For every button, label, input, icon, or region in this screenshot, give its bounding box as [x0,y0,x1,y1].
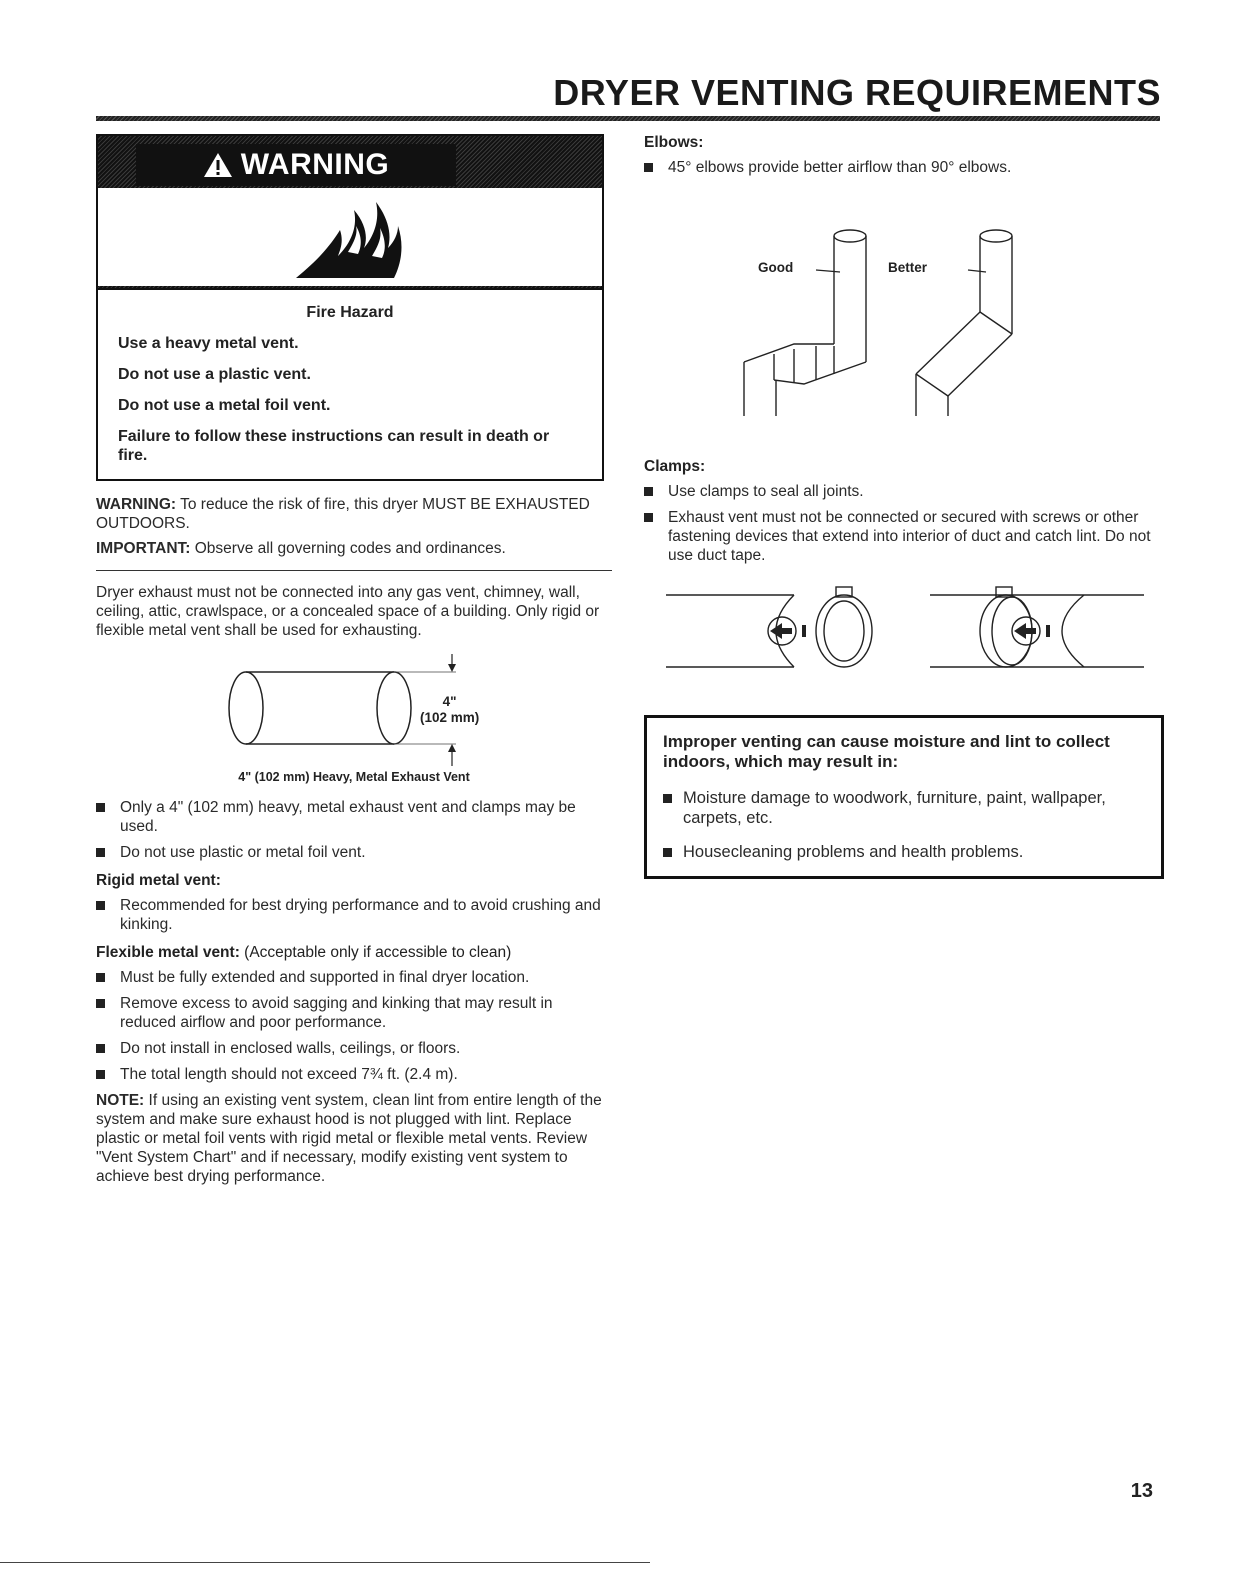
clamps-figure [644,585,1164,685]
warning-triangle-icon [203,152,233,178]
important-note [96,539,612,558]
section-divider [96,570,612,571]
elbow-comparison-diagram [644,184,1164,416]
warning-header [98,136,602,288]
elbows-bullet-list [644,158,1164,177]
list-item: Recommended for best drying performance and to avoid crushing and kinking. [96,896,612,934]
rigid-vent-heading: Rigid metal vent: [96,872,221,889]
page-title: DRYER VENTING REQUIREMENTS [553,72,1161,113]
exhaust-paragraph: Dryer exhaust must not be connected into any gas vent, chimney, wall, ceiling, attic, crawlspace, or a concealed space of a building. Only rigid or flexible metal vent shall be used for exhausting. [96,584,600,639]
note-paragraph [96,1091,612,1186]
left-column [96,134,612,1186]
title-rule [96,116,1160,121]
list-item: Exhaust vent must not be connected or secured with screws or other fastening devices that extend into interior of duct and catch lint. Do not use duct tape. [644,508,1164,565]
warning-line: Do not use a plastic vent. [118,366,311,383]
warning-banner-text: WARNING [240,148,390,181]
flexible-vent-note: (Acceptable only if accessible to clean) [244,944,512,961]
general-bullet-list [96,798,612,862]
bottom-rule [0,1562,650,1563]
clamp-diagram [644,585,1164,685]
clamps-heading: Clamps: [644,458,706,475]
warning-box [96,134,604,481]
notice-title: Improper venting can cause moisture and lint to collect indoors, which may result in: [663,732,1110,771]
list-item: Remove excess to avoid sagging and kinking that may result in reduced airflow and poor performance. [96,994,612,1032]
important-note-text: Observe all governing codes and ordinances. [194,540,506,557]
list-item: Do not use plastic or metal foil vent. [96,843,612,862]
list-item: 45° elbows provide better airflow than 90° elbows. [644,158,1164,177]
warning-banner [136,144,456,186]
list-item: Must be fully extended and supported in final dryer location. [96,968,612,987]
label-good: Good [758,260,794,275]
vent-dimension-inches: 4" [442,694,457,709]
elbows-heading: Elbows: [644,134,704,151]
right-column [644,134,1164,879]
page-number: 13 [1130,1480,1153,1502]
warning-line: Failure to follow these instructions can result in death or fire. [118,428,550,464]
warning-line: Do not use a metal foil vent. [118,397,331,414]
flexible-vent-heading-line [96,944,612,962]
warning-line: Use a heavy metal vent. [118,335,299,352]
warning-body [98,288,602,479]
clamps-bullet-list [644,482,1164,565]
list-item: Use clamps to seal all joints. [644,482,1164,501]
elbows-figure [644,184,1164,416]
list-item: Do not install in enclosed walls, ceilings, or floors. [96,1039,612,1058]
vent-dimension-mm: (102 mm) [420,710,480,725]
list-item: Housecleaning problems and health problems. [663,842,1147,862]
important-note-label: IMPORTANT: [96,540,191,557]
warning-symbol-area [98,188,602,286]
list-item: Moisture damage to woodwork, furniture, paint, wallpaper, carpets, etc. [663,788,1147,828]
notice-box [644,715,1164,879]
note-text: If using an existing vent system, clean lint from entire length of the system and make sure exhaust hood is not plugged with lint. Replace plastic or metal foil vents with rigid metal or flexible metal vents. Review "Vent System Chart" and if necessary, modify existing vent system to achieve best drying performance. [96,1092,602,1185]
vent-dimension [420,694,479,726]
warning-note-text: To reduce the risk of fire, this dryer MUST BE EXHAUSTED OUTDOORS. [96,496,590,532]
list-item: Only a 4" (102 mm) heavy, metal exhaust vent and clamps may be used. [96,798,612,836]
list-item: The total length should not exceed 7¾ ft. (2.4 m). [96,1065,612,1084]
fire-hazard-title: Fire Hazard [306,304,394,321]
warning-note-label: WARNING: [96,496,177,513]
notice-bullet-list [663,788,1147,862]
label-better: Better [888,260,928,275]
warning-note [96,495,612,533]
note-label: NOTE: [96,1092,145,1109]
flexible-vent-heading: Flexible metal vent: [96,944,240,961]
rigid-bullet-list [96,896,612,934]
flexible-bullet-list [96,968,612,1084]
vent-figure [96,654,612,766]
vent-figure-caption: 4" (102 mm) Heavy, Metal Exhaust Vent [238,770,470,784]
fire-icon [288,190,408,282]
